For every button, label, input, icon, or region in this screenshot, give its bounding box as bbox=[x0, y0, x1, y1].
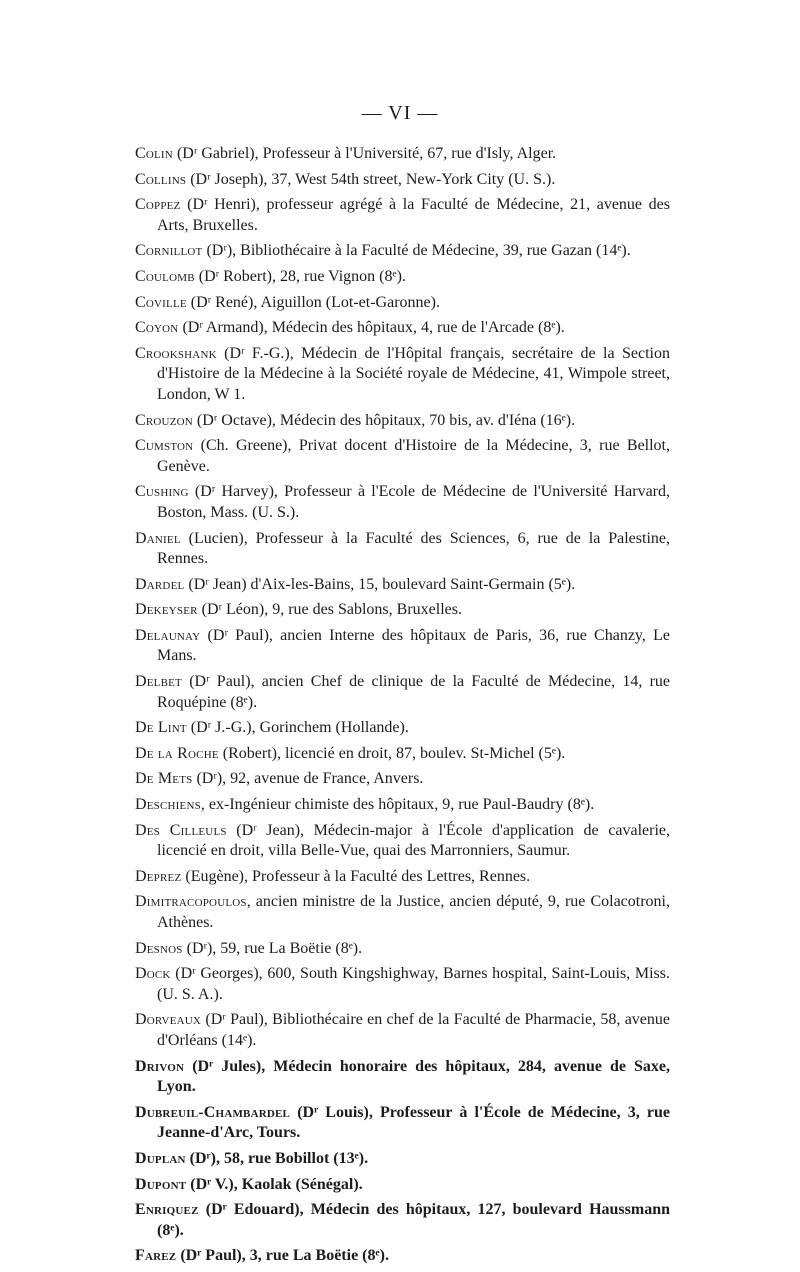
list-item bbox=[135, 1057, 670, 1098]
entry-name: Cornillot bbox=[135, 242, 203, 260]
list-item bbox=[135, 769, 670, 790]
entry-name: Des Cilleuls bbox=[135, 821, 227, 839]
entry-details: (Dʳ Edouard), Médecin des hôpitaux, 127, boulevard Haussmann (8ᵉ). bbox=[157, 1201, 670, 1239]
entry-details: (Dʳ Robert), 28, rue Vignon (8ᵉ). bbox=[194, 267, 406, 285]
list-item bbox=[135, 575, 670, 596]
list-item bbox=[135, 626, 670, 667]
entry-name: Duplan bbox=[135, 1149, 186, 1167]
entry-name: Coville bbox=[135, 293, 187, 311]
entry-name: Deschiens bbox=[135, 796, 201, 814]
list-item bbox=[135, 1010, 670, 1051]
list-item bbox=[135, 1103, 670, 1144]
entry-details: (Dʳ Paul), ancien Chef de clinique de la Faculté de Médecine, 14, rue Roquépine (8ᵉ). bbox=[157, 673, 670, 711]
entry-details: (Robert), licencié en droit, 87, boulev. St-Michel (5ᵉ). bbox=[218, 744, 566, 762]
list-item bbox=[135, 892, 670, 933]
entry-details: (Dʳ Louis), Professeur à l'École de Médecine, 3, rue Jeanne-d'Arc, Tours. bbox=[157, 1103, 670, 1142]
entry-name: Cushing bbox=[135, 483, 189, 501]
list-item bbox=[135, 795, 670, 816]
entry-name: Colin bbox=[135, 145, 173, 162]
entry-details: (Dʳ Paul), 3, rue La Boëtie (8ᵉ). bbox=[176, 1247, 389, 1265]
list-item bbox=[135, 411, 670, 432]
entry-details: (Dʳ Harvey), Professeur à l'Ecole de Médecine de l'Université Harvard, Boston, Mass. (U. S.). bbox=[157, 483, 670, 521]
list-item bbox=[135, 195, 670, 236]
entry-name: Coulomb bbox=[135, 267, 195, 285]
list-item bbox=[135, 821, 670, 862]
entry-name: Deprez bbox=[135, 867, 182, 885]
entry-details: (Dʳ), 92, avenue de France, Anvers. bbox=[192, 770, 424, 788]
list-item bbox=[135, 1200, 670, 1241]
entry-name: Dardel bbox=[135, 575, 185, 593]
list-item bbox=[135, 939, 670, 960]
list-item bbox=[135, 267, 670, 288]
entry-name: De Mets bbox=[135, 770, 193, 788]
list-item bbox=[135, 482, 670, 523]
entry-details: (Dʳ Octave), Médecin des hôpitaux, 70 bis, av. d'Iéna (16ᵉ). bbox=[192, 411, 576, 429]
entry-details: (Dʳ), Bibliothécaire à la Faculté de Médecine, 39, rue Gazan (14ᵉ). bbox=[202, 242, 631, 260]
entry-details: (Dʳ), 59, rue La Boëtie (8ᵉ). bbox=[182, 939, 363, 957]
entry-name: Dubreuil-Chambardel bbox=[135, 1103, 291, 1121]
entry-name: Dorveaux bbox=[135, 1011, 202, 1029]
entry-name: Dupont bbox=[135, 1175, 187, 1193]
entry-name: Delaunay bbox=[135, 626, 201, 644]
list-item bbox=[135, 344, 670, 406]
list-item bbox=[135, 600, 670, 621]
list-item bbox=[135, 744, 670, 765]
entry-details: (Lucien), Professeur à la Faculté des Sciences, 6, rue de la Palestine, Rennes. bbox=[157, 529, 670, 568]
member-list bbox=[135, 144, 670, 1272]
entry-details: (Dʳ F.-G.), Médecin de l'Hôpital français, secrétaire de la Section d'Histoire de la Médecine à la Société royale de Médecine, 41, Wimpole street, London, W 1. bbox=[157, 344, 670, 403]
entry-details: (Dʳ Jean), Médecin-major à l'École d'application de cavalerie, licencié en droit, villa Belle-Vue, quai des Marronniers, Saumur. bbox=[157, 821, 670, 860]
entry-name: Coyon bbox=[135, 319, 179, 337]
entry-details: (Dʳ René), Aiguillon (Lot-et-Garonne). bbox=[186, 293, 440, 311]
entry-details: (Eugène), Professeur à la Faculté des Lettres, Rennes. bbox=[181, 867, 531, 885]
list-item bbox=[135, 318, 670, 339]
entry-name: Farez bbox=[135, 1247, 177, 1265]
list-item bbox=[135, 964, 670, 1005]
list-item bbox=[135, 170, 670, 191]
list-item bbox=[135, 144, 670, 165]
entry-details: (Dʳ V.), Kaolak (Sénégal). bbox=[186, 1175, 363, 1193]
entry-details: (Dʳ Léon), 9, rue des Sablons, Bruxelles. bbox=[197, 601, 462, 619]
entry-details: (Dʳ Paul), Bibliothécaire en chef de la Faculté de Pharmacie, 58, avenue d'Orléans (14ᵉ). bbox=[157, 1011, 670, 1049]
entry-details: (Dʳ Jules), Médecin honoraire des hôpitaux, 284, avenue de Saxe, Lyon. bbox=[157, 1057, 670, 1096]
entry-details: (Dʳ Jean) d'Aix-les-Bains, 15, boulevard Saint-Germain (5ᵉ). bbox=[184, 575, 576, 593]
entry-name: Drivon bbox=[135, 1057, 185, 1075]
entry-details: (Dʳ Gabriel), Professeur à l'Université, 67, rue d'Isly, Alger. bbox=[172, 145, 557, 162]
entry-details: (Dʳ), 58, rue Bobillot (13ᵉ). bbox=[185, 1149, 369, 1167]
entry-name: Crookshank bbox=[135, 344, 217, 362]
page-number: — VI — bbox=[361, 102, 439, 124]
entry-name: De Lint bbox=[135, 719, 187, 737]
list-item bbox=[135, 672, 670, 713]
entry-name: Dock bbox=[135, 965, 171, 983]
list-item bbox=[135, 436, 670, 477]
entry-name: Desnos bbox=[135, 939, 183, 957]
entry-details: (Dʳ Paul), ancien Interne des hôpitaux de Paris, 36, rue Chanzy, Le Mans. bbox=[157, 626, 670, 665]
entry-details: (Dʳ Henri), professeur agrégé à la Faculté de Médecine, 21, avenue des Arts, Bruxelles. bbox=[157, 196, 670, 234]
entry-details: (Dʳ Armand), Médecin des hôpitaux, 4, rue de l'Arcade (8ᵉ). bbox=[178, 319, 565, 337]
list-item bbox=[135, 1175, 670, 1196]
list-item bbox=[135, 293, 670, 314]
entry-name: Dekeyser bbox=[135, 601, 198, 619]
entry-name: Collins bbox=[135, 170, 187, 188]
entry-name: Delbet bbox=[135, 673, 182, 691]
list-item bbox=[135, 529, 670, 570]
list-item bbox=[135, 867, 670, 888]
entry-name: Crouzon bbox=[135, 411, 193, 429]
entry-details: , ancien ministre de la Justice, ancien député, 9, rue Colacotroni, Athènes. bbox=[157, 893, 670, 931]
list-item bbox=[135, 241, 670, 262]
entry-details: , ex-Ingénieur chimiste des hôpitaux, 9, rue Paul-Baudry (8ᵉ). bbox=[200, 796, 595, 814]
entry-details: (Dʳ J.-G.), Gorinchem (Hollande). bbox=[186, 719, 409, 737]
entry-name: Daniel bbox=[135, 529, 181, 547]
entry-name: Enriquez bbox=[135, 1201, 199, 1219]
entry-name: Dimitracopoulos bbox=[135, 893, 247, 911]
entry-details: (Dʳ Georges), 600, South Kingshighway, Barnes hospital, Saint-Louis, Miss. (U. S. A.). bbox=[157, 965, 670, 1003]
list-item bbox=[135, 718, 670, 739]
entry-name: De la Roche bbox=[135, 744, 219, 762]
entry-details: (Dʳ Joseph), 37, West 54th street, New-York City (U. S.). bbox=[186, 170, 556, 188]
entry-details: (Ch. Greene), Privat docent d'Histoire de la Médecine, 3, rue Bellot, Genève. bbox=[157, 437, 670, 475]
entry-name: Coppez bbox=[135, 196, 181, 214]
list-item bbox=[135, 1149, 670, 1170]
entry-name: Cumston bbox=[135, 437, 194, 455]
